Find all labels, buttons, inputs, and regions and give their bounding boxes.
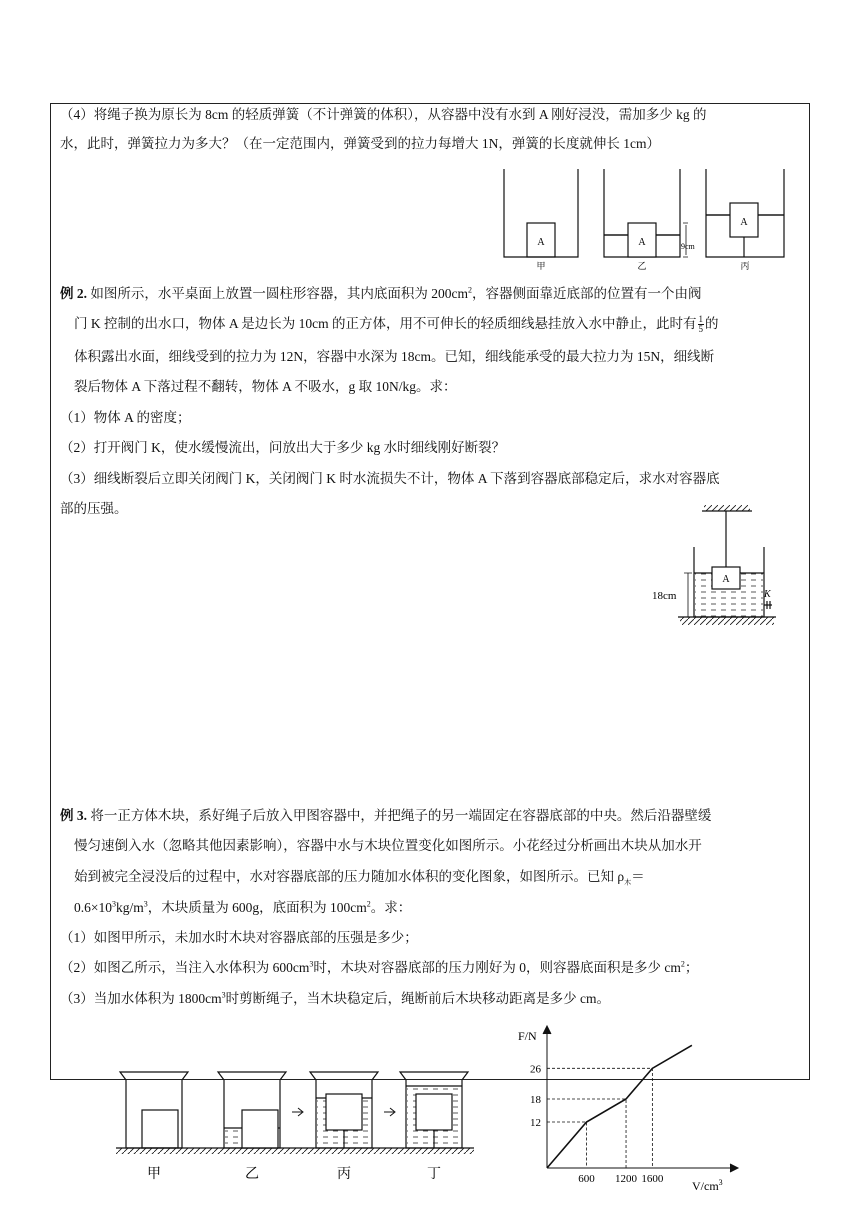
chart-x-tick-label: 1200 [615, 1173, 638, 1185]
ex2-line-2: 门 K 控制的出水口，物体 A 是边长为 10cm 的正方体，用不可伸长的轻质细线悬挂放入水中静止，此时有 $\frac{1}{5}$ 的 [74, 314, 719, 335]
chart-series-line [547, 1045, 692, 1168]
ex2-question-1: （1）物体 A 的密度； [60, 410, 191, 425]
ex2-question-2: （2）打开阀门 K，使水缓慢流出，问放出大于多少 kg 水时细线刚好断裂？ [60, 440, 506, 455]
q4-line-1: （4）将绳子换为原长为 8cm 的轻质弹簧（不计弹簧的体积），从容器中没有水到 A 刚好浸没，需加多少 kg 的 [60, 107, 707, 122]
ex3-question-3: （3）当加水体积为 $1800cm^3$时剪断绳子，当木块稳定后，绳断前后木块移动距离是多少 cm。 [60, 990, 610, 1006]
ex2-line-4: 裂后物体 A 下落过程不翻转，物体 A 不吸水，g 取 10N/kg。求： [74, 379, 457, 394]
figure-hanging-block [640, 505, 790, 633]
fig2-block-label: A [722, 574, 730, 585]
fig1-block-label-yi: A [638, 237, 646, 248]
chart-x-tick-label: 1600 [641, 1173, 664, 1185]
fig3-caption-ding: 丁 [427, 1167, 441, 1182]
fig1-caption-yi: 乙 [637, 261, 647, 271]
fig1-caption-jia: 甲 [536, 261, 546, 271]
chart-y-tick-label: 26 [530, 1063, 541, 1076]
ex2-line-3: 体积露出水面，细线受到的拉力为 12N，容器中水深为 18cm。已知，细线能承受的最大拉力为 15N，细线断 [74, 349, 715, 364]
ex3-title: 例 3. [60, 808, 87, 823]
fig2-valve-label: K [764, 589, 771, 600]
ex2-question-3-cont: 部的压强。 [60, 501, 128, 516]
chart-y-axis-label: F/N [518, 1029, 537, 1043]
fig3-caption-yi: 乙 [245, 1167, 259, 1182]
chart-guide-line [547, 1068, 652, 1168]
chart-x-tick-label: 600 [578, 1173, 595, 1185]
figure-containers-1 [500, 165, 790, 273]
fig3-caption-bing: 丙 [337, 1167, 351, 1182]
q4-line-2: 水，此时，弹簧拉力为多大？（在一定范围内，弹簧受到的拉力每增大 1N，弹簧的长度就伸长 1cm） [60, 136, 660, 151]
chart-y-tick-label: 12 [530, 1117, 541, 1129]
ex2-question-3: （3）细线断裂后立即关闭阀门 K，关闭阀门 K 时水流损失不计，物体 A 下落到容器底部稳定后，求水对容器底 [60, 471, 720, 486]
ex3-line-4: $0.6\times 10^3kg/m^3$，木块质量为 600g，底面积为 $100cm^2$。求： [74, 899, 412, 915]
ex3-question-1: （1）如图甲所示，未加水时木块对容器底部的压强是多少； [60, 930, 418, 945]
ex3-question-2: （2）如图乙所示，当注入水体积为 $600cm^3$时，木块对容器底部的压力刚好为 0，则容器底面积是多少 $cm^2$； [60, 959, 699, 975]
ex3-line-3: 始到被完全浸没后的过程中，水对容器底部的压力随加水体积的变化图象，如图所示。已知 $\rho_木=$ [74, 869, 645, 887]
ex2-line-1: 例 2. 如图所示，水平桌面上放置一圆柱形容器，其内底面积为 $200cm^2$，容器侧面靠近底部的位置有一个由阀 [60, 285, 702, 301]
ex2-title: 例 2. [60, 286, 87, 301]
ex3-line-2: 慢匀速倒入水（忽略其他因素影响），容器中水与木块位置变化如图所示。小花经过分析画出木块从加水开 [74, 838, 702, 853]
fig2-depth-label: 18cm [652, 590, 677, 602]
fig1-dim-label: 9cm [681, 242, 695, 251]
chart-y-tick-label: 18 [530, 1094, 541, 1106]
force-volume-chart [500, 1020, 760, 1195]
figure-containers-2 [112, 1068, 492, 1188]
chart-x-axis-label: $V/cm^3$ [692, 1178, 723, 1193]
fig1-block-label-bing: A [740, 217, 748, 228]
fig1-caption-bing: 丙 [740, 261, 750, 271]
fig3-caption-jia: 甲 [147, 1167, 161, 1182]
ex3-line-1: 例 3. 将一正方体木块，系好绳子后放入甲图容器中，并把绳子的另一端固定在容器底部的中央。然后沿器壁缓 [60, 808, 712, 823]
fig1-block-label-jia: A [537, 237, 545, 248]
fraction-one-fifth: $\frac{1}{5}$ [698, 314, 703, 335]
